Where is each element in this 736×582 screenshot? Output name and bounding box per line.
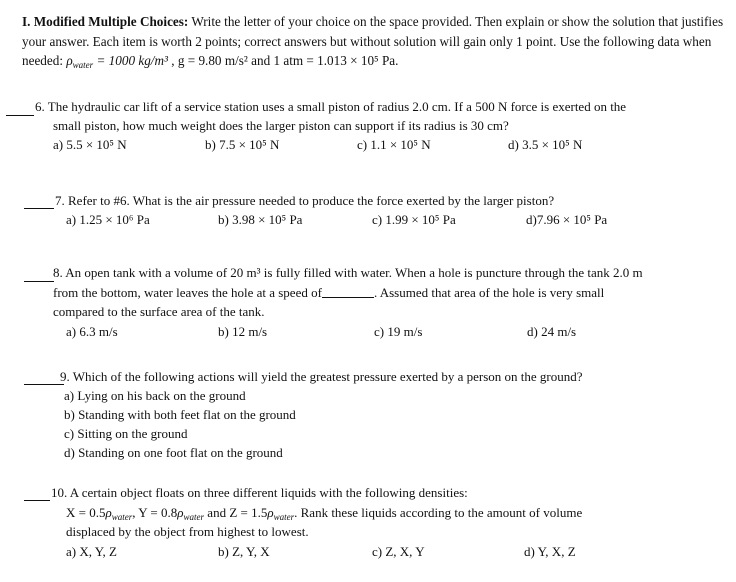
answer-blank-9[interactable] [24,384,64,385]
question-text: Refer to #6. What is the air pressure needed to produce the force exerted by the larger piston? [68,193,555,208]
option-c: c) 19 m/s [374,324,423,339]
option-a: a) 1.25 × 10⁶ Pa [66,212,150,227]
rho-subscript: water [111,512,133,522]
option-b: b) 3.98 × 10⁵ Pa [218,212,303,227]
option-b: b) Standing with both feet flat on the ground [64,407,296,422]
question-6 [35,97,626,117]
section-heading: I. Modified Multiple Choices: [22,14,189,29]
question-8-line-2 [53,283,604,303]
option-a: a) X, Y, Z [66,544,117,559]
option-c: c) 1.1 × 10⁵ N [357,137,431,152]
option-c: c) 1.99 × 10⁵ Pa [372,212,456,227]
option-a: a) 5.5 × 10⁵ N [53,137,127,152]
option-d: d) Y, X, Z [524,544,576,559]
density-z: Z = 1.5 [229,505,268,520]
question-text: from the bottom, water leaves the hole at a speed of [53,285,322,300]
option-d: d)7.96 × 10⁵ Pa [526,212,608,227]
option-d: d) 24 m/s [527,324,577,339]
density-y: Y = 0.8 [138,505,178,520]
option-d: d) 3.5 × 10⁵ N [508,137,583,152]
density-x: X = 0.5 [66,505,106,520]
rho-symbol: ρ [105,505,112,520]
question-number: 10. [51,485,68,500]
option-a: a) Lying on his back on the ground [64,388,246,403]
rho-subscript: water [72,60,94,70]
question-8-line-3: compared to the surface area of the tank. [53,304,265,319]
rho-subscript: water [183,512,205,522]
question-text: . Rank these liquids according to the amount of volume [294,505,583,520]
constants-text: , g = 9.80 m/s² and 1 atm = 1.013 × 10⁵ Pa. [167,53,399,68]
question-10-line-3: displaced by the object from highest to lowest. [66,524,309,539]
rho-water-value: = 1000 kg/m³ [93,53,168,68]
option-c: c) Z, X, Y [372,544,425,559]
separator: and [204,505,230,520]
fill-in-blank[interactable] [322,285,374,298]
option-b: b) 7.5 × 10⁵ N [205,137,280,152]
rho-symbol: ρ [177,505,184,520]
rho-symbol: ρ [66,53,73,68]
answer-blank-7[interactable] [24,208,54,209]
option-c: c) Sitting on the ground [64,426,188,441]
question-8 [53,263,643,283]
question-text: Which of the following actions will yield the greatest pressure exerted by a person on the ground? [72,369,583,384]
answer-blank-10[interactable] [24,500,50,501]
option-d: d) Standing on one foot flat on the ground [64,445,283,460]
question-7 [55,191,554,211]
option-b: b) Z, Y, X [218,544,270,559]
question-9 [60,367,583,387]
question-number: 6. [35,99,45,114]
question-text: A certain object floats on three different liquids with the following densities: [69,485,468,500]
rho-symbol: ρ [267,505,274,520]
question-10 [51,483,468,503]
question-6-line-2: small piston, how much weight does the larger piston can support if its radius is 30 cm? [53,118,509,133]
instructions [22,12,724,76]
option-a: a) 6.3 m/s [66,324,118,339]
question-text: . Assumed that area of the hole is very small [373,285,605,300]
question-number: 8. [53,265,63,280]
question-text: The hydraulic car lift of a service station uses a small piston of radius 2.0 cm. If a 500 N force is exerted on the [47,99,627,114]
instructions-text: Write the letter of your choice on the space provided. Then explain or show the solution that justifies your answer. Each item is worth 2 points; correct answers but without solution will gain only 1 point. Use the following data when needed: [22,14,724,68]
question-number: 9. [60,369,70,384]
question-number: 7. [55,193,65,208]
answer-blank-6[interactable] [6,115,34,116]
question-text: An open tank with a volume of 20 m³ is fully filled with water. When a hole is puncture through the tank 2.0 m [65,265,643,280]
answer-blank-8[interactable] [24,281,54,282]
option-b: b) 12 m/s [218,324,268,339]
separator: , [132,505,139,520]
rho-subscript: water [273,512,295,522]
